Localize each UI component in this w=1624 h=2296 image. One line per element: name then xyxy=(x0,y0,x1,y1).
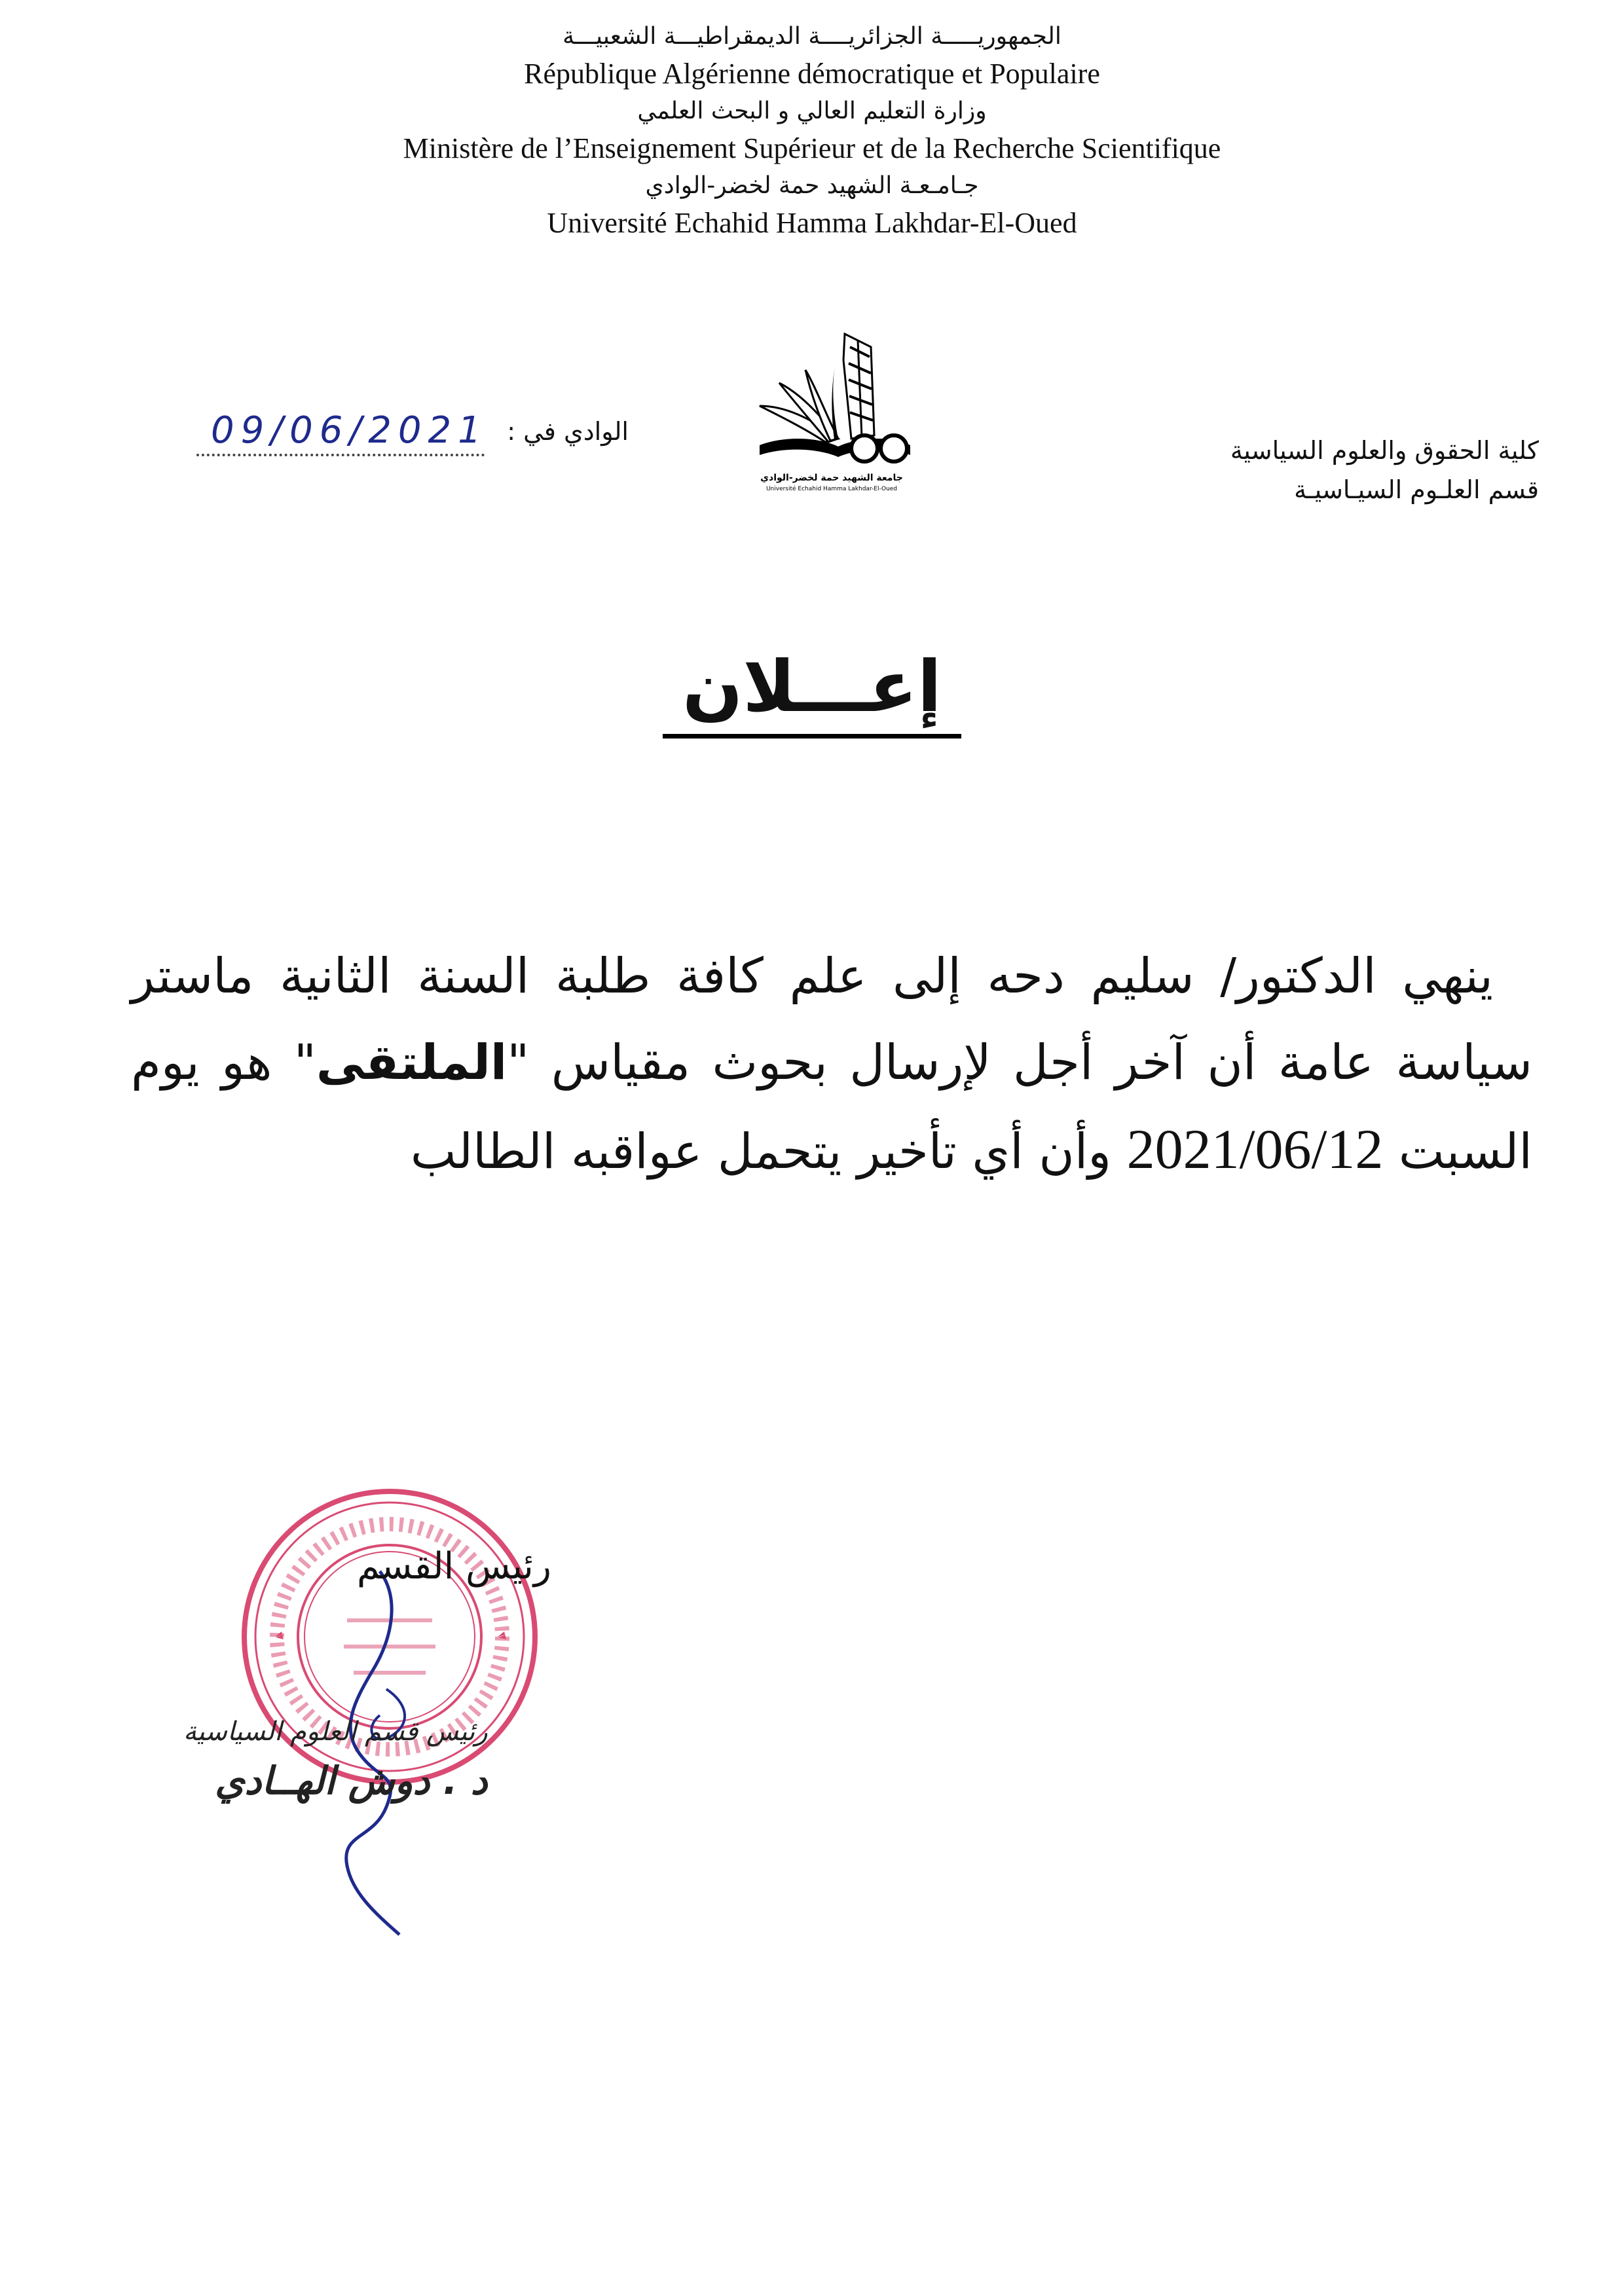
university-arabic: جـامـعـة الشهيد حمة لخضر-الوادي xyxy=(645,172,979,199)
department-name: قسم العلـوم السيـاسيـة xyxy=(1294,475,1539,504)
logo-caption-arabic: جامعة الشهيد حمة لخضر-الوادي xyxy=(760,473,903,483)
faculty-name: كلية الحقوق والعلوم السياسية xyxy=(1230,436,1539,465)
stamp-position: رئيس قسم العلوم السياسية xyxy=(183,1717,488,1747)
body-highlight: الملتقى xyxy=(316,1034,507,1091)
body-part2: " هو يوم السبت xyxy=(131,1034,1532,1180)
ministry-arabic: وزارة التعليم العالي و البحث العلمي xyxy=(637,98,987,124)
logo-caption-french: Université Echahid Hamma Lakhdar-El-Oued xyxy=(766,486,898,492)
announcement-body xyxy=(131,933,1532,1195)
body-deadline-date: 2021/06/12 xyxy=(1126,1118,1384,1180)
letterhead xyxy=(0,20,1624,244)
signature-title: رئيس القسم xyxy=(357,1545,551,1588)
faculty-block xyxy=(1230,431,1539,509)
ministry-french: Ministère de l’Enseignement Supérieur et de la Recherche Scientifique xyxy=(403,132,1221,164)
university-logo-icon xyxy=(740,321,923,471)
body-part3: وأن أي تأخير يتحمل عواقبه الطالب xyxy=(410,1123,1127,1180)
stamp-person-name: د . دوش الهــادي xyxy=(215,1758,488,1803)
body-part1: ينهي الدكتور/ سليم دحه إلى علم كافة طلبة السنة الثانية ماستر سياسة عامة أن آخر أجل لإرسال بحوث مقياس " xyxy=(131,948,1532,1091)
date-field xyxy=(196,409,629,462)
university-french: Université Echahid Hamma Lakhdar-El-Oued xyxy=(547,207,1077,239)
date-label: الوادي في : xyxy=(507,417,629,446)
university-logo xyxy=(740,321,923,501)
date-dotted-line xyxy=(196,454,485,456)
announcement-title-wrapper xyxy=(0,645,1624,738)
republic-arabic: الجمهوريـــــة الجزائريــــة الديمقراطيـــة الشعبيـــة xyxy=(563,23,1061,50)
signature-name-stamp xyxy=(183,1709,488,1807)
republic-french: République Algérienne démocratique et Populaire xyxy=(524,58,1100,90)
handwritten-date: 09/06/2021 xyxy=(211,409,488,452)
announcement-title: إعـــلان xyxy=(663,645,961,738)
